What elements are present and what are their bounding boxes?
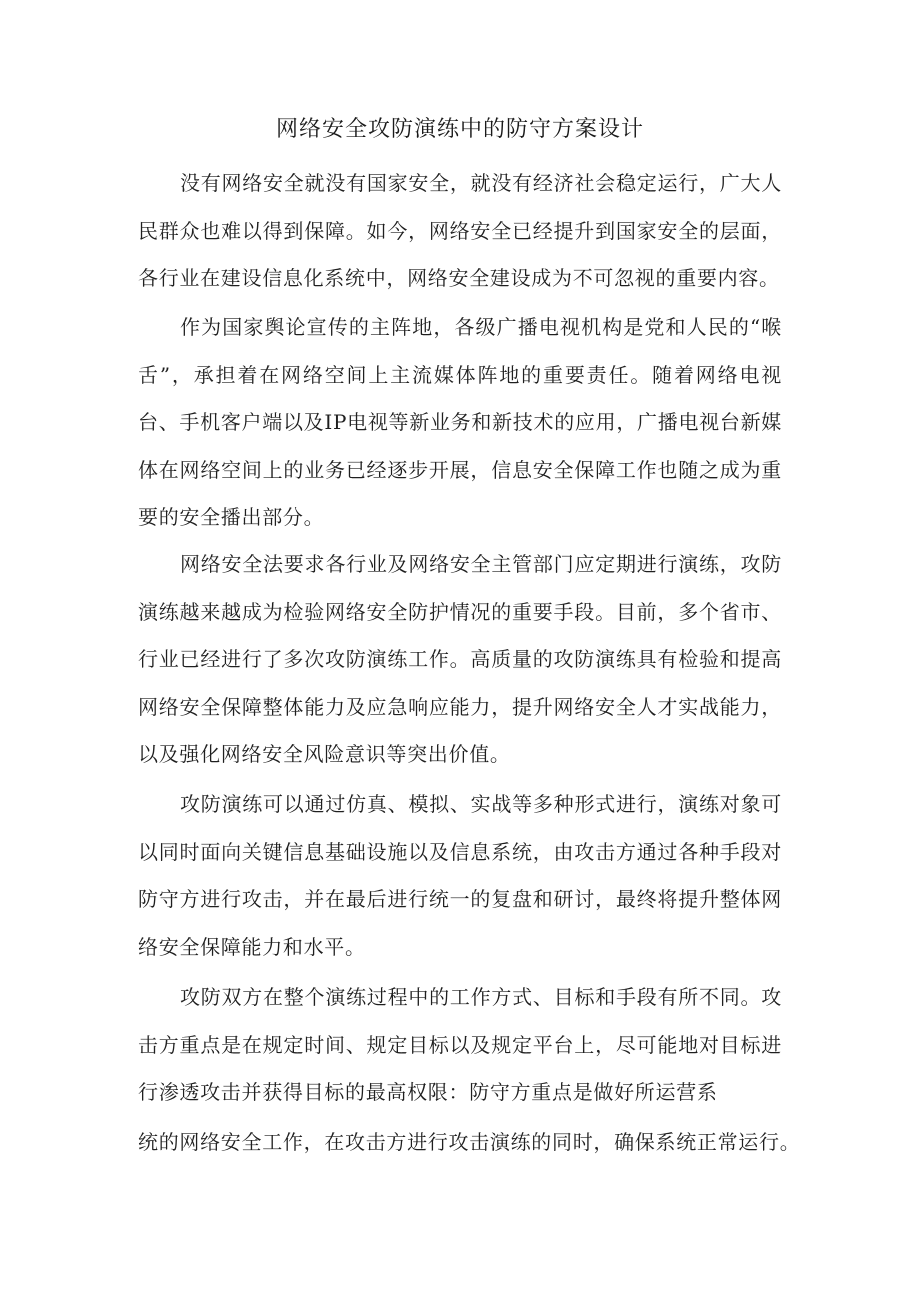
paragraph-4: 攻防演练可以通过仿真、模拟、实战等多种形式进行，演练对象可以同时面向关键信息基础设施以及信息系统，由攻击方通过各种手段对防守方进行攻击，并在最后进行统一的复盘和研讨，最终将提升整体网络安全保障能力和水平。 bbox=[138, 792, 782, 959]
paragraph-1: 没有网络安全就没有国家安全，就没有经济社会稳定运行，广大人民群众也难以得到保障。如今，网络安全已经提升到国家安全的层面，各行业在建设信息化系统中，网络安全建设成为不可忽视的重要内容。 bbox=[138, 171, 782, 290]
paragraph-5: 攻防双方在整个演练过程中的工作方式、目标和手段有所不同。攻击方重点是在规定时间、规定目标以及规定平台上，尽可能地对目标进行渗透攻击并获得目标的最高权限：防守方重点是做好所运营系 bbox=[138, 985, 782, 1104]
paragraph-6: 统的网络安全工作，在攻击方进行攻击演练的同时，确保系统正常运行。 bbox=[138, 1130, 801, 1154]
document-title: 网络安全攻防演练中的防守方案设计 bbox=[275, 117, 644, 142]
paragraph-2: 作为国家舆论宣传的主阵地，各级广播电视机构是党和人民的“喉舌”，承担着在网络空间上主流媒体阵地的重要责任。随着网络电视台、手机客户端以及IP电视等新业务和新技术的应用，广播电视台新媒体在网络空间上的业务已经逐步开展，信息安全保障工作也随之成为重要的安全播出部分。 bbox=[138, 315, 782, 529]
paragraph-3: 网络安全法要求各行业及网络安全主管部门应定期进行演练，攻防演练越来越成为检验网络安全防护情况的重要手段。目前，多个省市、行业已经进行了多次攻防演练工作。高质量的攻防演练具有检验和提高网络安全保障整体能力及应急响应能力，提升网络安全人才实战能力，以及强化网络安全风险意识等突出价值。 bbox=[138, 552, 782, 766]
